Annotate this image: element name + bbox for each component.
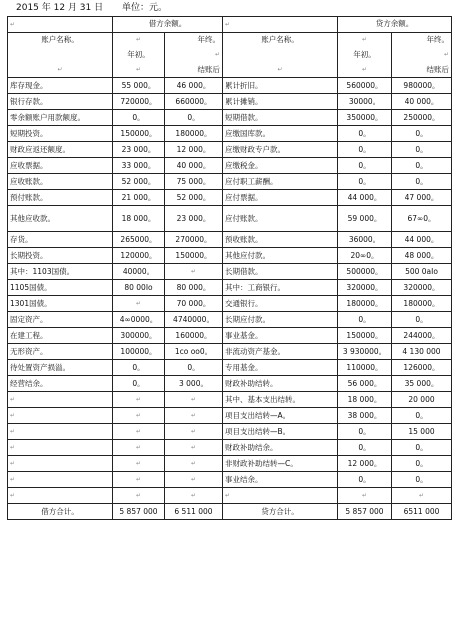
debit-end-cell: 160000。 [165,328,223,344]
debit-end-cell: ↵ [165,488,223,504]
table-row [8,126,452,142]
table-row [8,142,452,158]
credit-end-cell: 15 000 [392,424,452,440]
debit-end-cell: 40 000。 [165,158,223,174]
credit-end-cell: 126000。 [392,360,452,376]
credit-begin-cell: 20∞0。 [338,248,392,264]
credit-begin-cell: 0。 [338,174,392,190]
credit-account-cell: 其他应付款。 [223,248,338,264]
table-row [8,312,452,328]
debit-end-cell: 270000。 [165,232,223,248]
credit-balance-header: 贷方余额。 [338,17,452,33]
debit-begin-cell: 80 00Io [113,280,165,296]
debit-account-cell: 预付账款。 [8,190,113,206]
credit-begin-cell: 0。 [338,158,392,174]
credit-begin-cell: 44 000。 [338,190,392,206]
table-row [8,472,452,488]
debit-account-cell: 财政应返还额度。 [8,142,113,158]
credit-begin-cell: 350000。 [338,110,392,126]
report-date: 2015 年 12 月 31 日 [16,3,104,13]
debit-account-cell: ↵ [8,488,113,504]
credit-begin-cell: 30000。 [338,94,392,110]
table-row [8,264,452,280]
debit-end-cell: ↵ [165,408,223,424]
credit-account-cell: 项目支出结转—A。 [223,408,338,424]
debit-begin-cell: 33 000。 [113,158,165,174]
credit-end-cell: 4 130 000 [392,344,452,360]
debit-account-cell: 零余额账户用款额度。 [8,110,113,126]
credit-end-cell: 180000。 [392,296,452,312]
debit-begin-cell: 40000。 [113,264,165,280]
debit-begin-cell: ↵ [113,392,165,408]
credit-end-cell: 0。 [392,174,452,190]
credit-end-cell: 244000。 [392,328,452,344]
debit-begin-cell: 150000。 [113,126,165,142]
debit-end-cell: 23 000。 [165,206,223,232]
credit-begin-cell: 0。 [338,312,392,328]
table-row [8,206,452,232]
credit-begin-cell: 38 000。 [338,408,392,424]
debit-end-cell: ↵ [165,440,223,456]
credit-account-cell: 财政补助结转。 [223,376,338,392]
debit-begin-cell: 120000。 [113,248,165,264]
credit-begin-cell: 500000。 [338,264,392,280]
debit-balance-header: 借方余额。 [113,17,223,33]
credit-account-cell: 预收账款。 [223,232,338,248]
table-row [8,408,452,424]
debit-account-cell: ↵ [8,424,113,440]
credit-account-cell: 事业结余。 [223,472,338,488]
table-row [8,456,452,472]
table-row [8,248,452,264]
credit-account-name-header: 账户名称。 ↵ [223,33,338,78]
debit-begin-cell: ↵ [113,408,165,424]
report-unit: 单位：元。 [122,3,168,13]
credit-end-cell: 0。 [392,312,452,328]
table-row [8,94,452,110]
debit-account-cell: ↵ [8,456,113,472]
credit-account-cell: 项目支出结转—B。 [223,424,338,440]
credit-account-cell: 非流动资产基金。 [223,344,338,360]
credit-end-cell: 0。 [392,472,452,488]
table-row [8,344,452,360]
credit-account-cell: 应缴税金。 [223,158,338,174]
debit-end-header: 年终。 ↵ 结账后 [165,33,223,78]
debit-begin-cell: 0。 [113,376,165,392]
credit-end-cell: 67∞0。 [392,206,452,232]
table-row [8,190,452,206]
debit-account-cell: 应收账款。 [8,174,113,190]
debit-account-cell: ↵ [8,408,113,424]
credit-total-label: 贷方合计。 [223,504,338,520]
report-header [16,2,183,14]
debit-account-cell: 固定资产。 [8,312,113,328]
debit-end-cell: 12 000。 [165,142,223,158]
credit-account-cell: 其中：工商银行。 [223,280,338,296]
credit-end-cell: 320000。 [392,280,452,296]
credit-account-cell: 应缴国库款。 [223,126,338,142]
credit-total-end: 6511 000 [392,504,452,520]
debit-end-cell: 3 000。 [165,376,223,392]
debit-total-begin: 5 857 000 [113,504,165,520]
debit-end-cell: 0。 [165,110,223,126]
debit-begin-cell: 720000。 [113,94,165,110]
credit-end-cell: 980000。 [392,78,452,94]
debit-begin-cell: 300000。 [113,328,165,344]
credit-begin-header: ↵ 年初。 ↵ [338,33,392,78]
credit-account-cell: 长期应付款。 [223,312,338,328]
debit-account-cell: ↵ [8,440,113,456]
debit-account-cell: ↵ [8,472,113,488]
debit-begin-cell: 55 000。 [113,78,165,94]
debit-account-cell: 长期投资。 [8,248,113,264]
table-row [8,158,452,174]
debit-account-cell: 经营结余。 [8,376,113,392]
debit-end-cell: 180000。 [165,126,223,142]
credit-account-cell: 专用基金。 [223,360,338,376]
header-corner-mark: ↵ [8,17,113,33]
debit-end-cell: ↵ [165,264,223,280]
table-row [8,174,452,190]
table-row [8,488,452,504]
table-row [8,328,452,344]
table-row [8,232,452,248]
credit-account-cell: 应付票据。 [223,190,338,206]
credit-begin-cell: 36000。 [338,232,392,248]
debit-account-cell: 在建工程。 [8,328,113,344]
table-row [8,78,452,94]
credit-end-cell: 0。 [392,440,452,456]
debit-end-cell: ↵ [165,456,223,472]
credit-end-cell: 0。 [392,158,452,174]
credit-end-cell: 40 000。 [392,94,452,110]
credit-begin-cell: 18 000。 [338,392,392,408]
balance-table [7,16,452,520]
table-row [8,280,452,296]
debit-begin-cell: 0。 [113,360,165,376]
debit-account-cell: 其中：1103国债。 [8,264,113,280]
debit-begin-cell: 18 000。 [113,206,165,232]
credit-account-cell: 非财政补助结转—C。 [223,456,338,472]
debit-account-cell: 无形资产。 [8,344,113,360]
credit-account-cell: 事业基金。 [223,328,338,344]
credit-begin-cell: 0。 [338,126,392,142]
credit-end-cell: 0。 [392,456,452,472]
debit-account-cell: 库存现金。 [8,78,113,94]
debit-total-label: 借方合计。 [8,504,113,520]
credit-begin-cell: 560000。 [338,78,392,94]
total-row [8,504,452,520]
debit-account-name-header: 账户名称。 ↵ [8,33,113,78]
debit-begin-cell: 4∞0000。 [113,312,165,328]
credit-begin-cell: ↵ [338,488,392,504]
credit-begin-cell: 320000。 [338,280,392,296]
debit-begin-cell: ↵ [113,488,165,504]
debit-end-cell: 70 000。 [165,296,223,312]
credit-begin-cell: 110000。 [338,360,392,376]
credit-account-cell: 应缴财政专户款。 [223,142,338,158]
credit-end-cell: 44 000。 [392,232,452,248]
debit-account-cell: 银行存款。 [8,94,113,110]
credit-begin-cell: 56 000。 [338,376,392,392]
credit-account-cell: 累计折旧。 [223,78,338,94]
credit-end-header: 年终。 ↵ 结账后 [392,33,452,78]
header-row-1 [8,17,452,33]
table-row [8,110,452,126]
credit-end-cell: 20 000 [392,392,452,408]
credit-account-cell: 累计摊销。 [223,94,338,110]
credit-end-cell: 47 000。 [392,190,452,206]
debit-end-cell: ↵ [165,472,223,488]
table-row [8,376,452,392]
debit-account-cell: 1301国债。 [8,296,113,312]
credit-begin-cell: 12 000。 [338,456,392,472]
credit-total-begin: 5 857 000 [338,504,392,520]
credit-account-cell: 其中、基本支出结转。 [223,392,338,408]
debit-end-cell: 4740000。 [165,312,223,328]
debit-account-cell: 短期投资。 [8,126,113,142]
table-row [8,424,452,440]
credit-begin-cell: 0。 [338,142,392,158]
debit-begin-cell: ↵ [113,296,165,312]
debit-begin-cell: ↵ [113,424,165,440]
debit-end-cell: 1co oo0。 [165,344,223,360]
debit-begin-cell: 23 000。 [113,142,165,158]
credit-begin-cell: 0。 [338,440,392,456]
debit-begin-cell: 100000。 [113,344,165,360]
debit-end-cell: 660000。 [165,94,223,110]
debit-end-cell: 150000。 [165,248,223,264]
debit-total-end: 6 511 000 [165,504,223,520]
debit-end-cell: 75 000。 [165,174,223,190]
debit-account-cell: ↵ [8,392,113,408]
credit-end-cell: ↵ [392,488,452,504]
credit-begin-cell: 59 000。 [338,206,392,232]
credit-begin-cell: 0。 [338,424,392,440]
debit-begin-cell: 0。 [113,110,165,126]
credit-account-cell: 长期借款。 [223,264,338,280]
debit-begin-cell: ↵ [113,440,165,456]
debit-end-cell: 0。 [165,360,223,376]
credit-end-cell: 250000。 [392,110,452,126]
debit-begin-cell: ↵ [113,472,165,488]
credit-begin-cell: 180000。 [338,296,392,312]
credit-end-cell: 48 000。 [392,248,452,264]
credit-end-cell: 0。 [392,126,452,142]
credit-begin-cell: 150000。 [338,328,392,344]
table-row [8,296,452,312]
debit-begin-cell: 265000。 [113,232,165,248]
credit-account-cell: 短期借款。 [223,110,338,126]
credit-account-cell: 应付账款。 [223,206,338,232]
debit-begin-header: ↵ 年初。 ↵ [113,33,165,78]
credit-account-cell: 财政补助结余。 [223,440,338,456]
debit-begin-cell: ↵ [113,456,165,472]
debit-account-cell: 存货。 [8,232,113,248]
credit-end-cell: 35 000。 [392,376,452,392]
debit-begin-cell: 21 000。 [113,190,165,206]
credit-begin-cell: 3 930000。 [338,344,392,360]
debit-account-cell: 待处置资产损溢。 [8,360,113,376]
debit-account-cell: 1105国债。 [8,280,113,296]
debit-end-cell: 80 000。 [165,280,223,296]
credit-account-cell: ↵ [223,488,338,504]
credit-end-cell: 0。 [392,408,452,424]
table-row [8,440,452,456]
credit-begin-cell: 0。 [338,472,392,488]
debit-end-cell: 46 000。 [165,78,223,94]
table-row [8,392,452,408]
table-row [8,360,452,376]
debit-end-cell: 52 000。 [165,190,223,206]
header-corner-mark: ↵ [223,17,338,33]
credit-end-cell: 0。 [392,142,452,158]
debit-begin-cell: 52 000。 [113,174,165,190]
header-row-2 [8,33,452,78]
debit-end-cell: ↵ [165,392,223,408]
credit-account-cell: 应付职工薪酬。 [223,174,338,190]
debit-account-cell: 应收票据。 [8,158,113,174]
credit-end-cell: 500 0aIo [392,264,452,280]
debit-end-cell: ↵ [165,424,223,440]
debit-account-cell: 其他应收款。 [8,206,113,232]
credit-account-cell: 交通银行。 [223,296,338,312]
